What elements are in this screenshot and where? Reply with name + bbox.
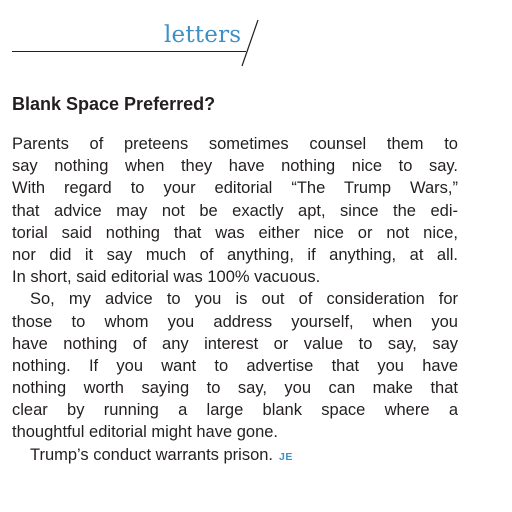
section-rule — [12, 51, 246, 52]
slash-divider-icon — [232, 18, 262, 70]
body-line: that advice may not be exactly apt, since the edi- — [12, 201, 458, 220]
letter-headline: Blank Space Preferred? — [12, 94, 216, 114]
body-line: So, my advice to you is out of consideration for — [30, 290, 458, 309]
body-line: those to whom you address yourself, when you — [12, 312, 458, 331]
section-label: letters — [164, 22, 242, 48]
body-line: have nothing of any interest or value to say, say — [12, 334, 458, 353]
body-line: Parents of preteens sometimes counsel them to — [12, 135, 458, 153]
closing-text: Trump’s conduct warrants prison. — [30, 445, 274, 464]
body-line: thoughtful editorial might have gone. — [12, 423, 279, 442]
body-line: clear by running a large blank space where a — [12, 401, 458, 420]
closing-line — [12, 444, 458, 466]
body-line: say nothing when they have nothing nice to say. — [12, 157, 458, 176]
body-line: nor did it say much of anything, if anything, at all. — [12, 245, 458, 264]
body-line: torial said nothing that was either nice or not nice, — [12, 223, 458, 242]
body-line: nothing. If you want to advertise that you have — [12, 356, 458, 375]
body-line: With regard to your editorial “The Trump Wars,” — [12, 179, 458, 198]
letter-body — [12, 133, 460, 466]
body-line: nothing worth saying to say, you can make that — [12, 379, 458, 398]
section-header — [0, 0, 512, 80]
author-signoff: JE — [279, 450, 293, 463]
body-line: In short, said editorial was 100% vacuous. — [12, 268, 321, 287]
